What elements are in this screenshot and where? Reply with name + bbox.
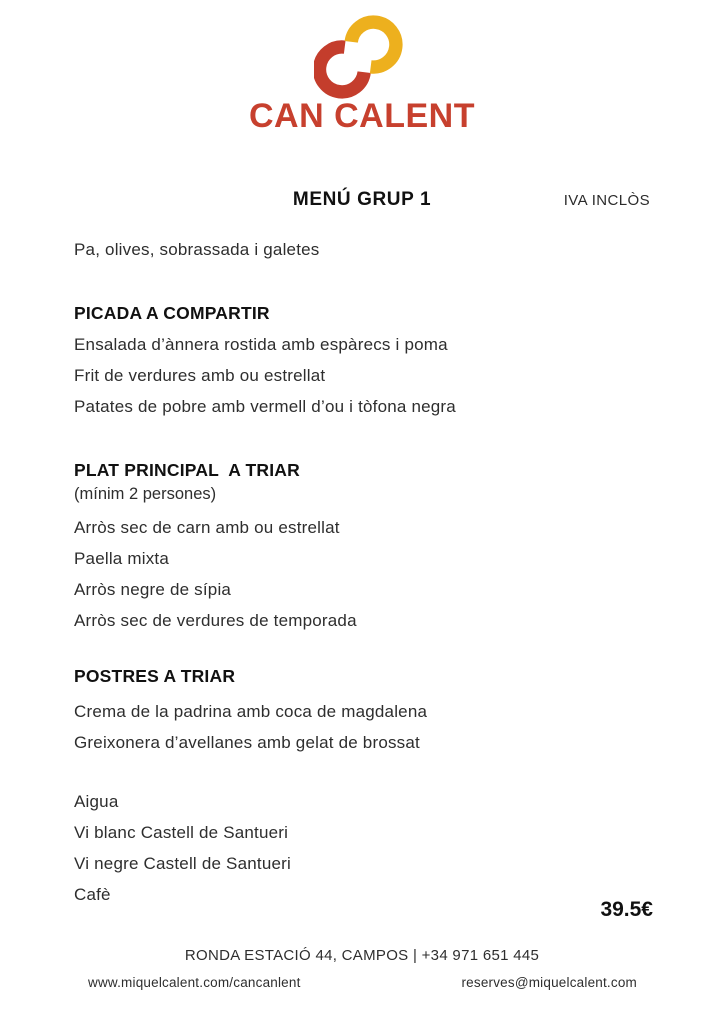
intro-line: Pa, olives, sobrassada i galetes bbox=[74, 240, 320, 259]
menu-title: MENÚ GRUP 1 bbox=[292, 189, 432, 210]
section-drinks bbox=[74, 786, 668, 910]
section-items bbox=[74, 512, 668, 636]
tax-note: IVA INCLÒS bbox=[563, 192, 650, 209]
menu-price: 39.5€ bbox=[600, 898, 653, 921]
footer-website: www.miquelcalent.com/cancanlent bbox=[88, 975, 301, 990]
section-picada bbox=[74, 301, 668, 422]
section-heading: PLAT PRINCIPAL A TRIAR bbox=[74, 460, 300, 480]
section-postres bbox=[74, 664, 668, 758]
menu-item: Vi negre Castell de Santueri bbox=[74, 854, 291, 873]
menu-item: Vi blanc Castell de Santueri bbox=[74, 823, 289, 842]
logo-red-c-icon bbox=[320, 47, 365, 92]
menu-item: Crema de la padrina amb coca de magdalena bbox=[74, 702, 428, 721]
menu-item: Cafè bbox=[74, 885, 111, 904]
section-subheading: (mínim 2 persones) bbox=[74, 485, 217, 503]
brand-name: CAN CALENT bbox=[249, 97, 475, 135]
menu-item: Paella mixta bbox=[74, 549, 169, 568]
menu-item: Arròs negre de sípia bbox=[74, 580, 232, 599]
footer-address: RONDA ESTACIÓ 44, CAMPOS | +34 971 651 445 bbox=[184, 947, 540, 964]
menu-item: Aigua bbox=[74, 792, 119, 811]
footer-email: reserves@miquelcalent.com bbox=[461, 975, 637, 990]
section-plat-principal bbox=[74, 458, 668, 636]
menu-item: Greixonera d’avellanes amb gelat de brossat bbox=[74, 733, 420, 752]
logo-icon bbox=[314, 15, 410, 99]
section-heading: POSTRES A TRIAR bbox=[74, 666, 236, 686]
section-items bbox=[74, 786, 668, 910]
menu-item: Arròs sec de carn amb ou estrellat bbox=[74, 518, 340, 537]
menu-item: Frit de verdures amb ou estrellat bbox=[74, 366, 326, 385]
menu-body bbox=[74, 234, 668, 910]
logo bbox=[314, 15, 410, 99]
logo-yellow-c-icon bbox=[351, 22, 396, 67]
menu-item: Patates de pobre amb vermell d’ou i tòfona negra bbox=[74, 397, 456, 416]
section-items bbox=[74, 696, 668, 758]
menu-item: Ensalada d’ànnera rostida amb espàrecs i poma bbox=[74, 335, 448, 354]
menu-item: Arròs sec de verdures de temporada bbox=[74, 611, 357, 630]
section-heading: PICADA A COMPARTIR bbox=[74, 303, 270, 323]
section-items bbox=[74, 329, 668, 422]
